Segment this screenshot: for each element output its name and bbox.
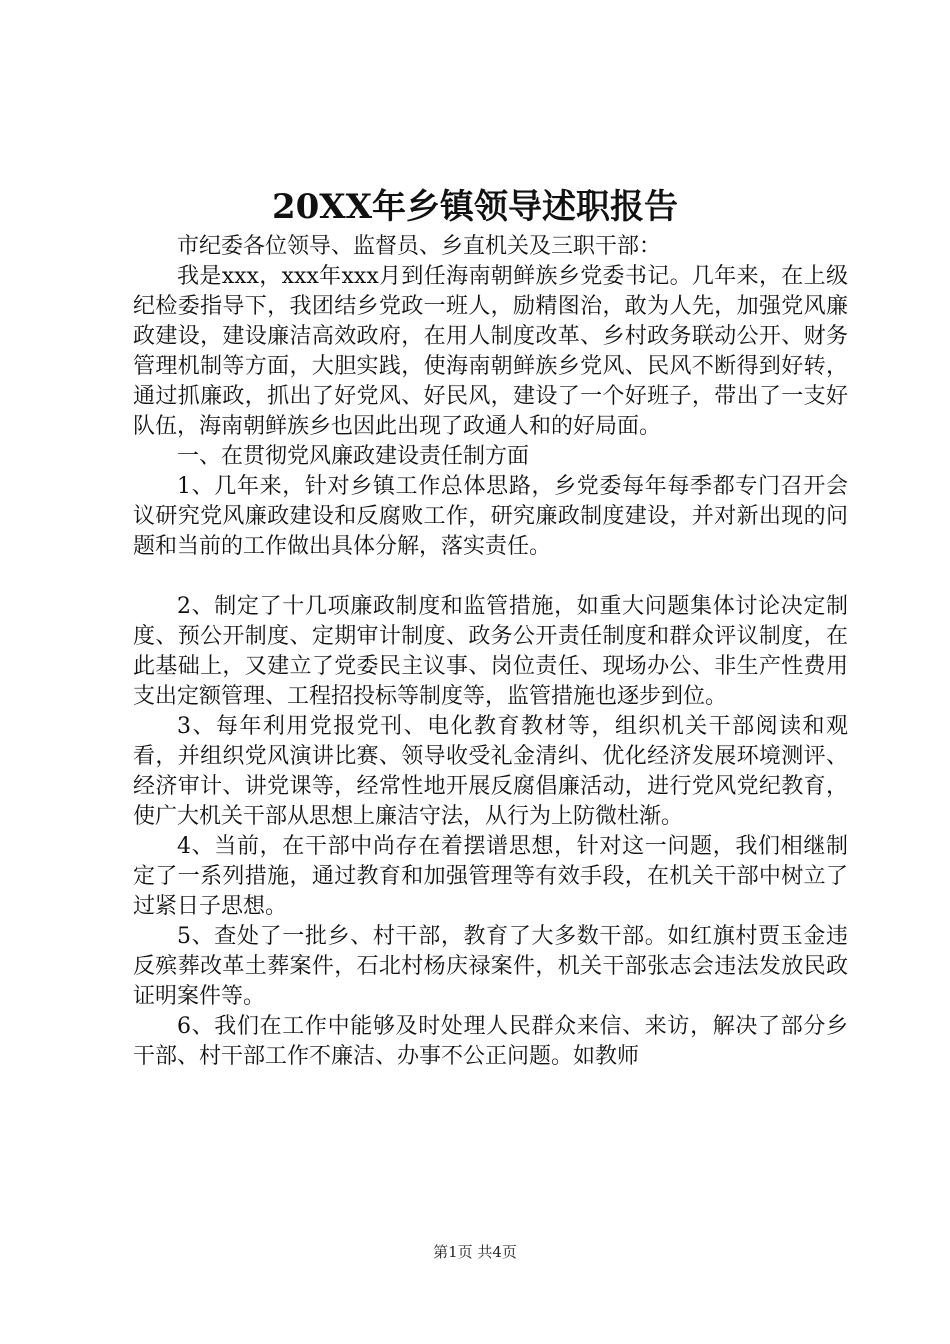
- document-body: [133, 232, 848, 1072]
- paragraph-item-4: 4、当前，在干部中尚存在着摆谱思想，针对这一问题，我们相继制定了一系列措施，通过教育和加强管理等有效手段，在机关干部中树立了过紧日子思想。: [133, 834, 848, 919]
- section-heading: 一、在贯彻党风廉政建设责任制方面: [177, 444, 530, 469]
- paragraph-item-6: 6、我们在工作中能够及时处理人民群众来信、来访，解决了部分乡干部、村干部工作不廉洁、办事不公正问题。如教师: [133, 1014, 848, 1069]
- paragraph-item-5: 5、查处了一批乡、村干部，教育了大多数干部。如红旗村贾玉金违反殡葬改革土葬案件，石北村杨庆禄案件，机关干部张志会违法发放民政证明案件等。: [133, 924, 848, 1009]
- paragraph-item-1: 1、几年来，针对乡镇工作总体思路，乡党委每年每季都专门召开会议研究党风廉政建设和反腐败工作，研究廉政制度建设，并对新出现的问题和当前的工作做出具体分解，落实责任。: [133, 474, 848, 559]
- page-footer: 第1页 共4页: [433, 1243, 517, 1261]
- document-title: 20XX年乡镇领导述职报告: [271, 187, 679, 227]
- paragraph-item-3: 3、每年利用党报党刊、电化教育教材等，组织机关干部阅读和观看，并组织党风演讲比赛、领导收受礼金清纠、优化经济发展环境测评、经济审计、讲党课等，经常性地开展反腐倡廉活动，进行党风党纪教育，使广大机关干部从思想上廉洁守法，从行为上防微杜渐。: [133, 714, 848, 829]
- paragraph-intro: 我是xxx，xxx年xxx月到任海南朝鲜族乡党委书记。几年来，在上级纪检委指导下，我团结乡党政一班人，励精图治，敢为人先，加强党风廉政建设，建设廉洁高效政府，在用人制度改革、乡村政务联动公开、财务管理机制等方面，大胆实践，使海南朝鲜族乡党风、民风不断得到好转，通过抓廉政，抓出了好党风、好民风，建设了一个好班子，带出了一支好队伍，海南朝鲜族乡也因此出现了政通人和的好局面。: [133, 264, 848, 439]
- paragraph-item-2: 2、制定了十几项廉政制度和监管措施，如重大问题集体讨论决定制度、预公开制度、定期审计制度、政务公开责任制度和群众评议制度，在此基础上，又建立了党委民主议事、岗位责任、现场办公、非生产性费用支出定额管理、工程招投标等制度等，监管措施也逐步到位。: [133, 594, 848, 709]
- salutation: 市纪委各位领导、监督员、乡直机关及三职干部：: [177, 234, 662, 259]
